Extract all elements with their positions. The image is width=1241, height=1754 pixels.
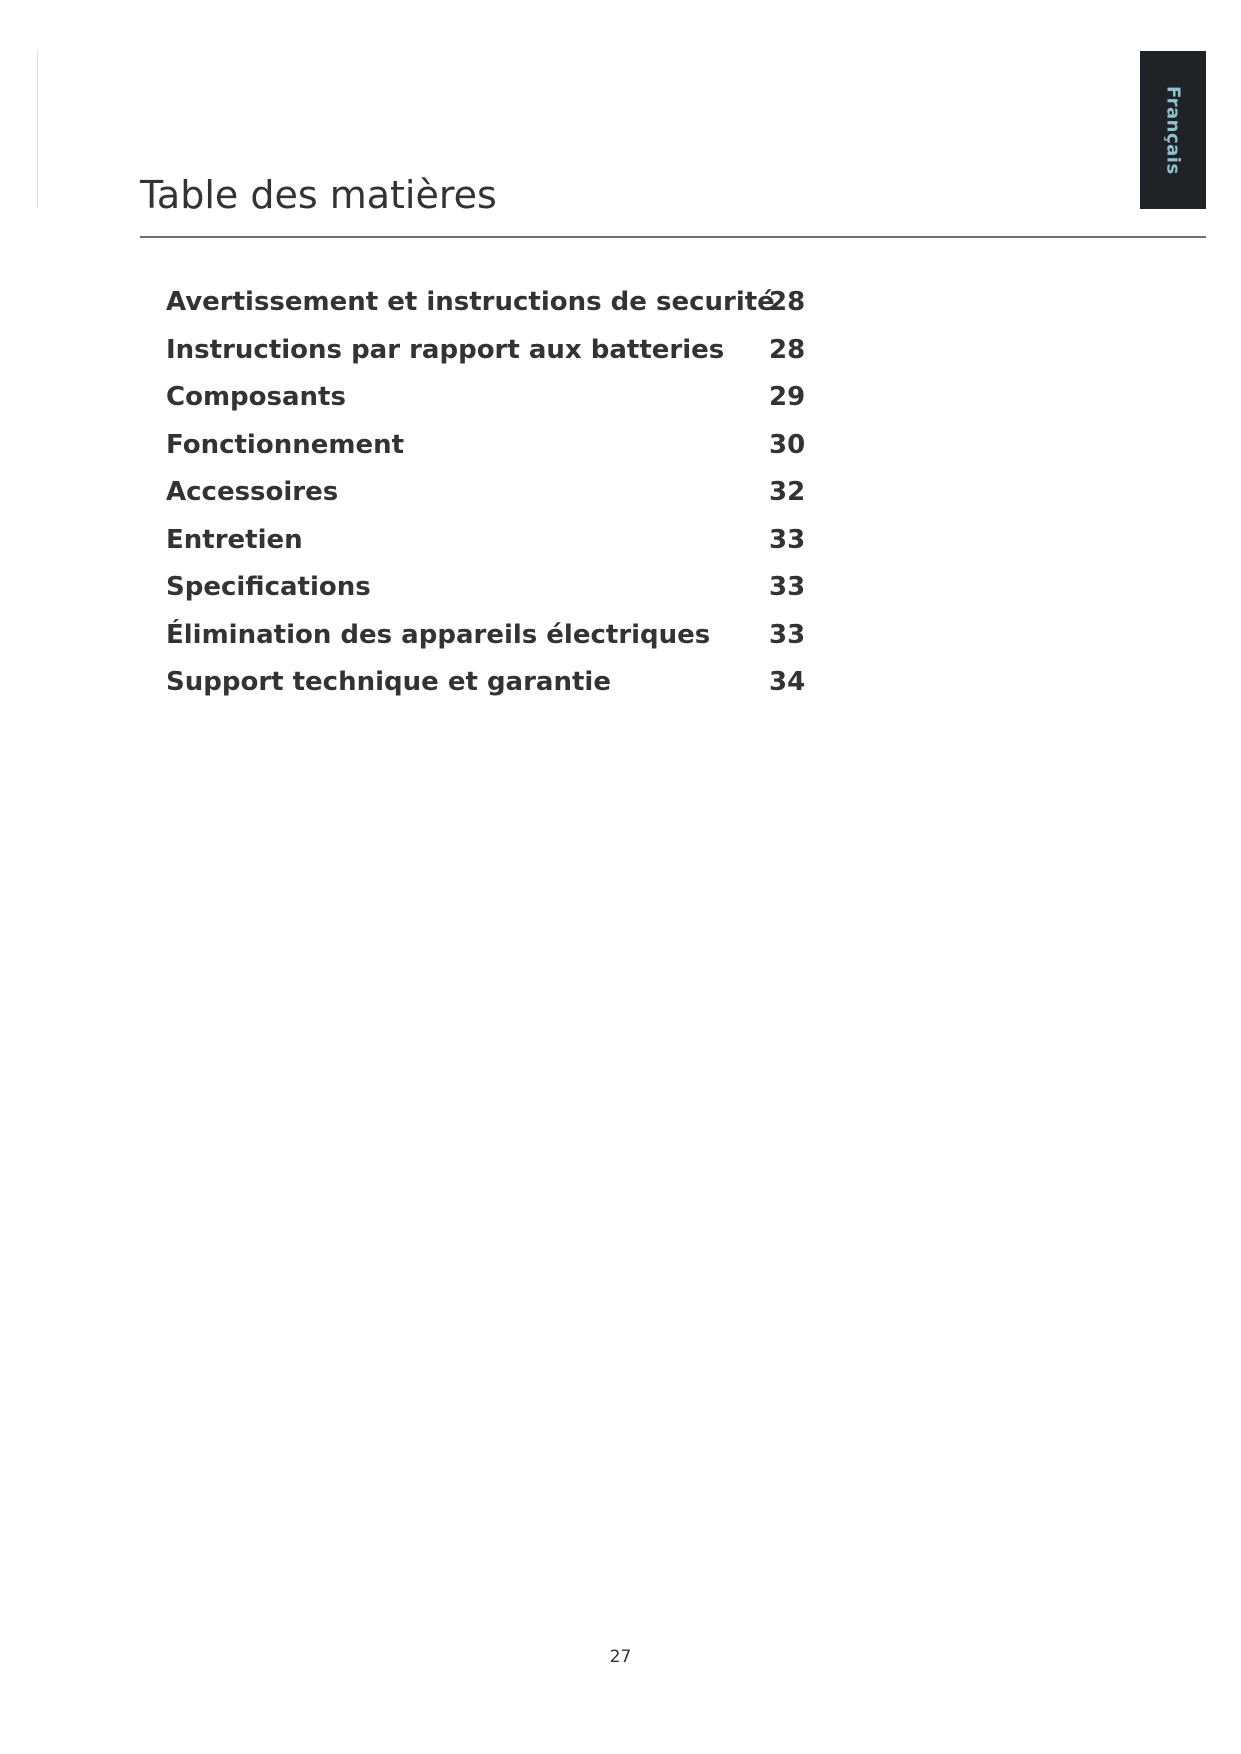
toc-item-label: Avertissement et instructions de securité: [166, 287, 775, 317]
toc-item[interactable]: [166, 572, 805, 620]
toc-item-page: 29: [769, 382, 806, 412]
toc-item-page: 33: [769, 619, 806, 650]
margin-rule: [37, 50, 38, 208]
language-tab: [1140, 51, 1206, 209]
toc-item-label: Specifications: [166, 572, 371, 602]
toc-item-label: Entretien: [166, 524, 303, 555]
toc-item-label: Instructions par rapport aux batteries: [166, 334, 725, 365]
language-tab-label: Français: [1162, 85, 1184, 175]
toc-item-page: 28: [769, 334, 806, 365]
toc-item-page: 30: [769, 429, 806, 460]
title-divider: [140, 236, 1206, 238]
toc-item[interactable]: [166, 287, 805, 335]
toc-item[interactable]: [166, 525, 805, 573]
toc-item-page: 33: [769, 524, 806, 555]
toc-item-page: 32: [769, 477, 806, 507]
toc-item[interactable]: [166, 667, 805, 715]
table-of-contents: [166, 287, 805, 715]
toc-item-label: Support technique et garantie: [166, 667, 611, 697]
page-title: Table des matières: [140, 173, 497, 217]
toc-item-page: 28: [769, 287, 806, 317]
toc-item-page: 33: [769, 572, 806, 602]
toc-item[interactable]: [166, 430, 805, 478]
toc-item[interactable]: [166, 620, 805, 668]
toc-item[interactable]: [166, 382, 805, 430]
toc-item-page: 34: [769, 667, 806, 697]
toc-item-label: Fonctionnement: [166, 429, 405, 460]
toc-item-label: Accessoires: [166, 477, 339, 507]
toc-item[interactable]: [166, 477, 805, 525]
toc-item-label: Composants: [166, 382, 346, 412]
page-number: 27: [609, 1647, 632, 1667]
toc-item-label: Élimination des appareils électriques: [166, 619, 711, 650]
toc-item[interactable]: [166, 335, 805, 383]
